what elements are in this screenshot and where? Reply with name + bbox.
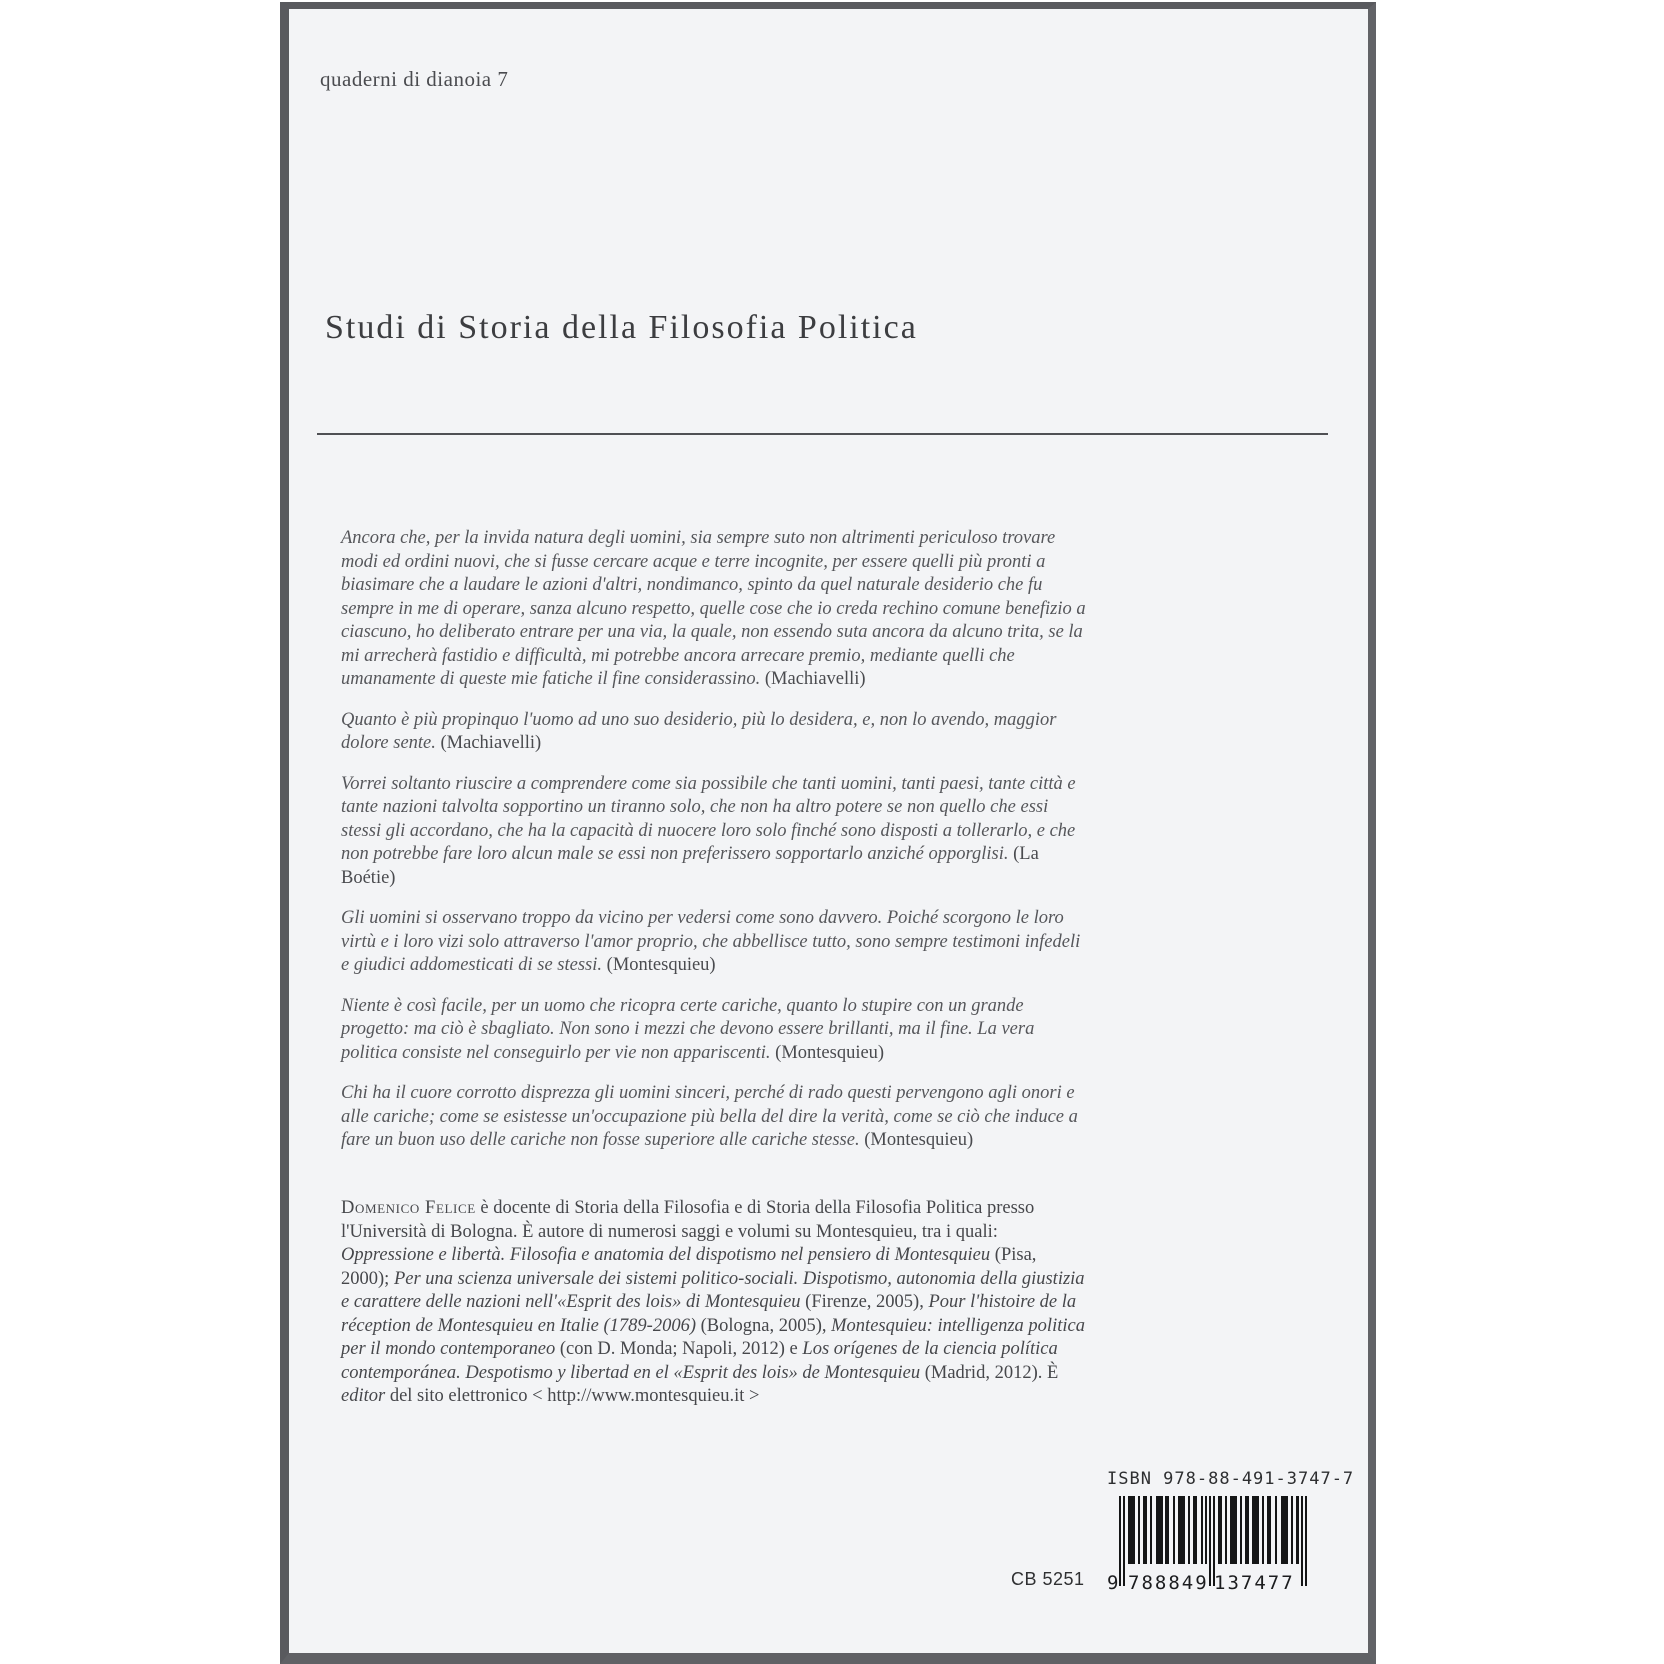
quote-attribution: (Montesquieu) — [864, 1130, 974, 1150]
series-label: quaderni di dianoia 7 — [320, 67, 509, 91]
quote-text: Quanto è più propinquo l'uomo ad uno suo desiderio, più lo desidera, e, non lo avendo, maggior dolore sente. — [341, 709, 1057, 753]
barcode-digit-first: 9 — [1107, 1572, 1121, 1594]
quote-paragraph — [341, 773, 1089, 891]
divider-rule — [317, 433, 1328, 435]
quote-paragraph — [341, 907, 1089, 978]
isbn-block — [1107, 1469, 1355, 1588]
quotes-block — [341, 527, 1089, 1170]
quote-attribution: (Montesquieu) — [606, 955, 716, 975]
quote-attribution: (Machiavelli) — [764, 669, 866, 689]
quote-paragraph — [341, 1082, 1089, 1153]
quote-text: Niente è così facile, per un uomo che ricopra certe cariche, quanto lo stupire con un grande progetto: ma ciò è sbagliato. Non sono i mezzi che devono essere brillanti, ma il fine. La vera politica consiste nel conseguirlo per vie non appariscenti. — [341, 995, 1035, 1063]
barcode-digits-right: 137477 — [1214, 1572, 1295, 1594]
quote-text: Ancora che, per la invida natura degli uomini, sia sempre suto non altrimenti periculoso trovare modi ed ordini nuovi, che si fusse cercare acque e terre incognite, per essere quelli più pronti a biasimare che a laudare le azioni d'altri, nondimanco, spinto da quel naturale desiderio che fu sempre in me di operare, sanza alcuno respetto, quelle cose che io creda rechino comune benefizio a ciascuno, ho deliberato entrare per una via, la quale, non essendo suta ancora da alcuno trita, se la mi arrecherà fastidio e difficultà, mi potrebbe ancora arrecare premio, mediante quelli che umanamente di queste mie fatiche il fine considerassino. — [341, 528, 1086, 689]
quote-text: Gli uomini si osservano troppo da vicino per vedersi come sono davvero. Poiché scorgono le loro virtù e i loro vizi solo attraverso l'amor proprio, che abbellisce tutto, sono sempre testimoni infedeli e giudici addomesticati di se stessi. — [341, 908, 1081, 975]
quote-paragraph — [341, 995, 1089, 1066]
quote-text: Chi ha il cuore corrotto disprezza gli uomini sinceri, perché di rado questi pervengono agli onori e alle cariche; come se esistesse un'occupazione più bella del dire la verità, come se ciò che induce a fare un buon uso delle cariche non fosse superiore alle cariche stesse. — [341, 1083, 1078, 1150]
quote-attribution: (Montesquieu) — [775, 1042, 885, 1063]
print-code: CB 5251 — [1011, 1569, 1085, 1589]
quote-paragraph — [341, 709, 1089, 756]
quote-text: Vorrei soltanto riuscire a comprendere come sia possibile che tanti uomini, tanti paesi, tante città e tante nazioni talvolta sopportino un tiranno solo, che non ha altro potere se non quello che essi stessi gli accordano, che ha la capacità di nuocere loro solo finché sono disposti a tollerarlo, e che non potrebbe fare loro alcun male se essi non preferissero sopportarlo anziché opporglisi. — [341, 773, 1076, 864]
book-title: Studi di Storia della Filosofia Politica — [325, 309, 918, 346]
quote-attribution: (La Boétie) — [341, 844, 1039, 888]
quote-paragraph — [341, 527, 1089, 692]
barcode-digits — [1107, 1572, 1319, 1596]
book-back-cover — [280, 2, 1376, 1664]
isbn-label: ISBN 978-88-491-3747-7 — [1107, 1469, 1355, 1489]
quote-attribution: (Machiavelli) — [440, 733, 542, 753]
author-bio: Domenico Felice è docente di Storia della Filosofia e di Storia della Filosofia Politica presso l'Università di Bologna. È autore di numerosi saggi e volumi su Montesquieu, tra i quali: Oppressione e libertà. Filosofia e anatomia del dispotismo nel pensiero di Montesquieu (Pisa, 2000); Per una scienza universale dei sistemi politico-sociali. Dispotismo, autonomia della giustizia e carattere delle nazioni nell'«Esprit des lois» di Montesquieu (Firenze, 2005), Pour l'histoire de la réception de Montesquieu en Italie (1789-2006) (Bologna, 2005), Montesquieu: intelligenza politica per il mondo contemporaneo (con D. Monda; Napoli, 2012) e Los orígenes de la ciencia política contemporánea. Despotismo y libertad en el «Esprit des lois» de Montesquieu (Madrid, 2012). È editor del sito elettronico < http://www.montesquieu.it > — [341, 1198, 1085, 1406]
barcode-digits-left: 788849 — [1128, 1572, 1209, 1594]
